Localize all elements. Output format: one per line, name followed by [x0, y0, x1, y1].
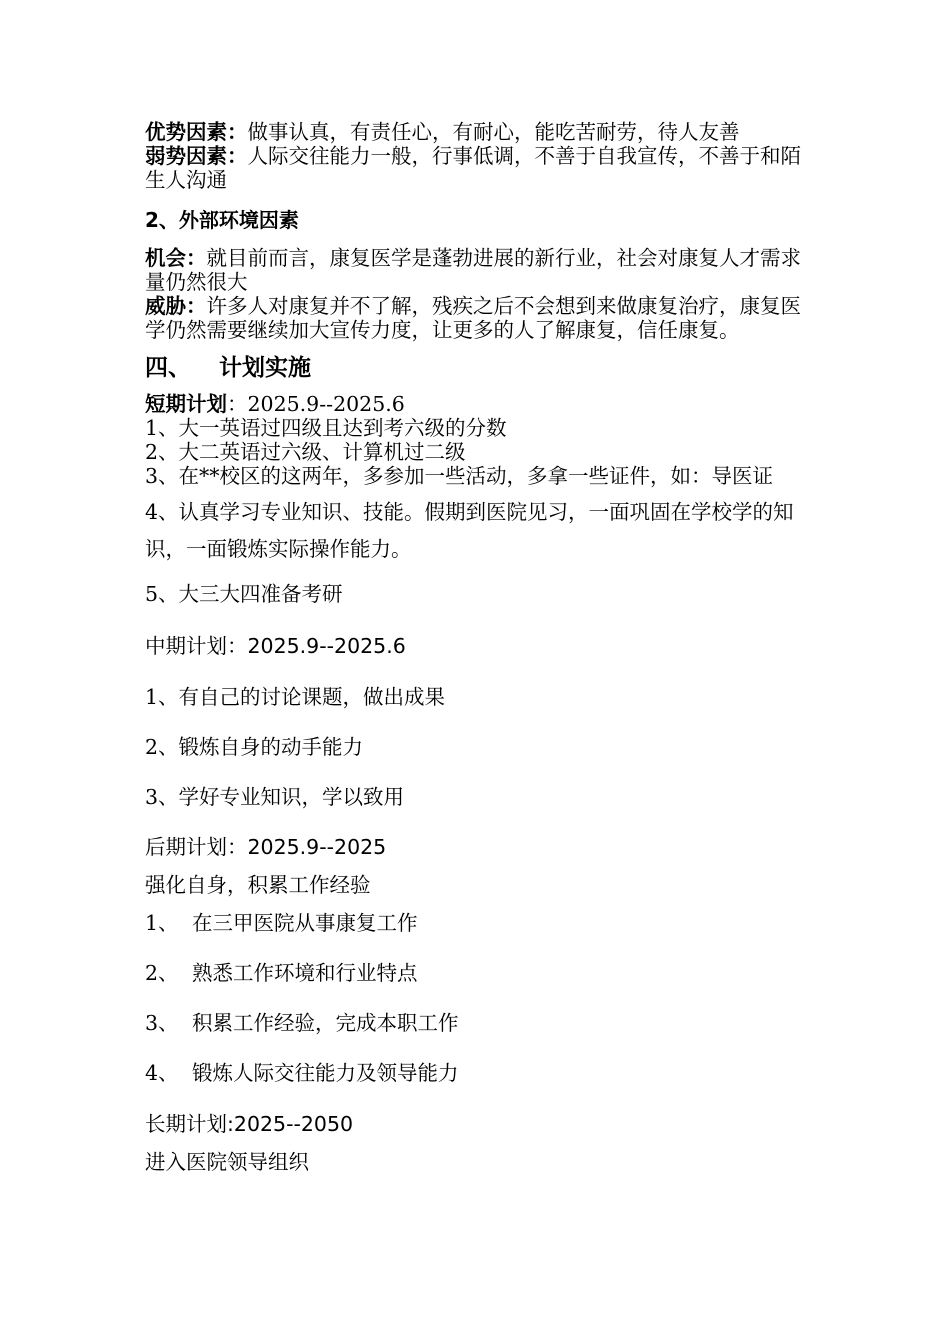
mid-plan-heading: 中期计划：2025.9--2025.6 [145, 634, 406, 658]
list-item: 1、有自己的讨论课题，做出成果 [145, 685, 446, 709]
threat-text: 许多人对康复并不了解，残疾之后不会想到来做康复治疗，康复医学仍然需要继续加大宣传力度，让更多的人了解康复，信任康复。 [145, 294, 801, 342]
list-text: 锻炼人际交往能力及领导能力 [192, 1061, 459, 1085]
strength-label: 优势因素： [145, 120, 248, 144]
section-title: 计划实施 [219, 354, 311, 381]
list-item: 5、大三大四准备考研 [145, 582, 343, 606]
list-item [145, 1061, 810, 1085]
long-plan-heading: 长期计划:2025--2050 [145, 1112, 354, 1136]
strength-text: 做事认真，有责任心，有耐心，能吃苦耐劳，待人友善 [247, 120, 740, 144]
list-item: 4、认真学习专业知识、技能。假期到医院见习，一面巩固在学校学的知识，一面锻炼实际操作能力。 [145, 500, 794, 561]
list-text: 在三甲医院从事康复工作 [192, 911, 418, 935]
threat-paragraph [145, 294, 810, 342]
list-item [145, 1011, 810, 1035]
list-item [145, 961, 810, 985]
opportunity-text: 就目前而言，康复医学是蓬勃进展的新行业，社会对康复人才需求量仍然很大 [145, 246, 801, 294]
strength-paragraph [145, 120, 810, 144]
document-page [145, 120, 810, 1174]
threat-label: 威胁： [145, 294, 207, 318]
weakness-paragraph [145, 144, 810, 192]
opportunity-label: 机会： [145, 246, 207, 270]
list-item: 3、学好专业知识，学以致用 [145, 785, 405, 809]
opportunity-paragraph [145, 246, 810, 294]
weakness-text: 人际交往能力一般，行事低调，不善于自我宣传，不善于和陌生人沟通 [145, 144, 801, 192]
long-plan-text: 进入医院领导组织 [145, 1150, 309, 1174]
short-plan-label: 短期计划 [145, 392, 227, 416]
late-plan-heading: 后期计划：2025.9--2025 [145, 835, 387, 859]
list-item: 2、大二英语过六级、计算机过二级 [145, 440, 466, 464]
section-number: 四、 [145, 354, 191, 381]
list-item: 3、在**校区的这两年，多参加一些活动，多拿一些证件，如：导医证 [145, 464, 774, 488]
short-plan-period: ：2025.9--2025.6 [227, 392, 405, 416]
list-item: 2、锻炼自身的动手能力 [145, 735, 364, 759]
list-text: 积累工作经验，完成本职工作 [192, 1011, 459, 1035]
weakness-label: 弱势因素： [145, 144, 248, 168]
list-number: 1、 [145, 911, 179, 935]
late-plan-intro: 强化自身，积累工作经验 [145, 873, 371, 897]
list-number: 4、 [145, 1061, 179, 1085]
list-item [145, 911, 810, 935]
list-number: 3、 [145, 1011, 179, 1035]
list-item: 1、大一英语过四级且达到考六级的分数 [145, 416, 507, 440]
list-text: 熟悉工作环境和行业特点 [192, 961, 418, 985]
section-heading [145, 354, 810, 382]
short-plan-heading [145, 392, 810, 416]
list-number: 2、 [145, 961, 179, 985]
external-factors-heading: 2、外部环境因素 [145, 208, 299, 232]
